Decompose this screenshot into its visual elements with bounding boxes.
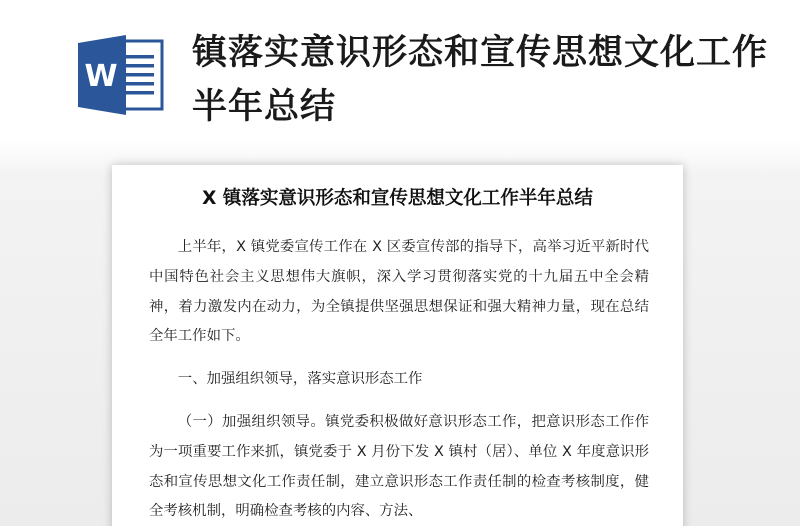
word-icon-letter: W <box>84 59 118 94</box>
section-heading: 一、加强组织领导，落实意识形态工作 <box>177 371 423 388</box>
word-document-icon <box>78 33 164 117</box>
document-paragraph: （一）加强组织领导。镇党委积极做好意识形态工作，把意识形态工作作为一项重要工作来抓，镇党委于 X 月份下发 X 镇村（居）、单位 X 年度意识形态和宣传思想文化工作责任制，建立意识形态工作责任制的检查考核制度，健全考核机制，明确检查考核的内容、方法、 <box>149 413 649 520</box>
page-title: 镇落实意识形态和宣传思想文化工作半年总结 <box>192 33 769 127</box>
document-paragraph: 上半年，X 镇党委宣传工作在 X 区委宣传部的指导下，高举习近平新时代中国特色社会主义思想伟大旗帜，深入学习贯彻落实党的十九届五中全会精神，着力激发内在动力，为全镇提供坚强思想保证和强大精神力量，现在总结全年工作如下。 <box>149 239 649 345</box>
document-title: X 镇落实意识形态和宣传思想文化工作半年总结 <box>202 188 593 209</box>
document-body <box>149 233 649 526</box>
document-preview <box>112 165 683 526</box>
